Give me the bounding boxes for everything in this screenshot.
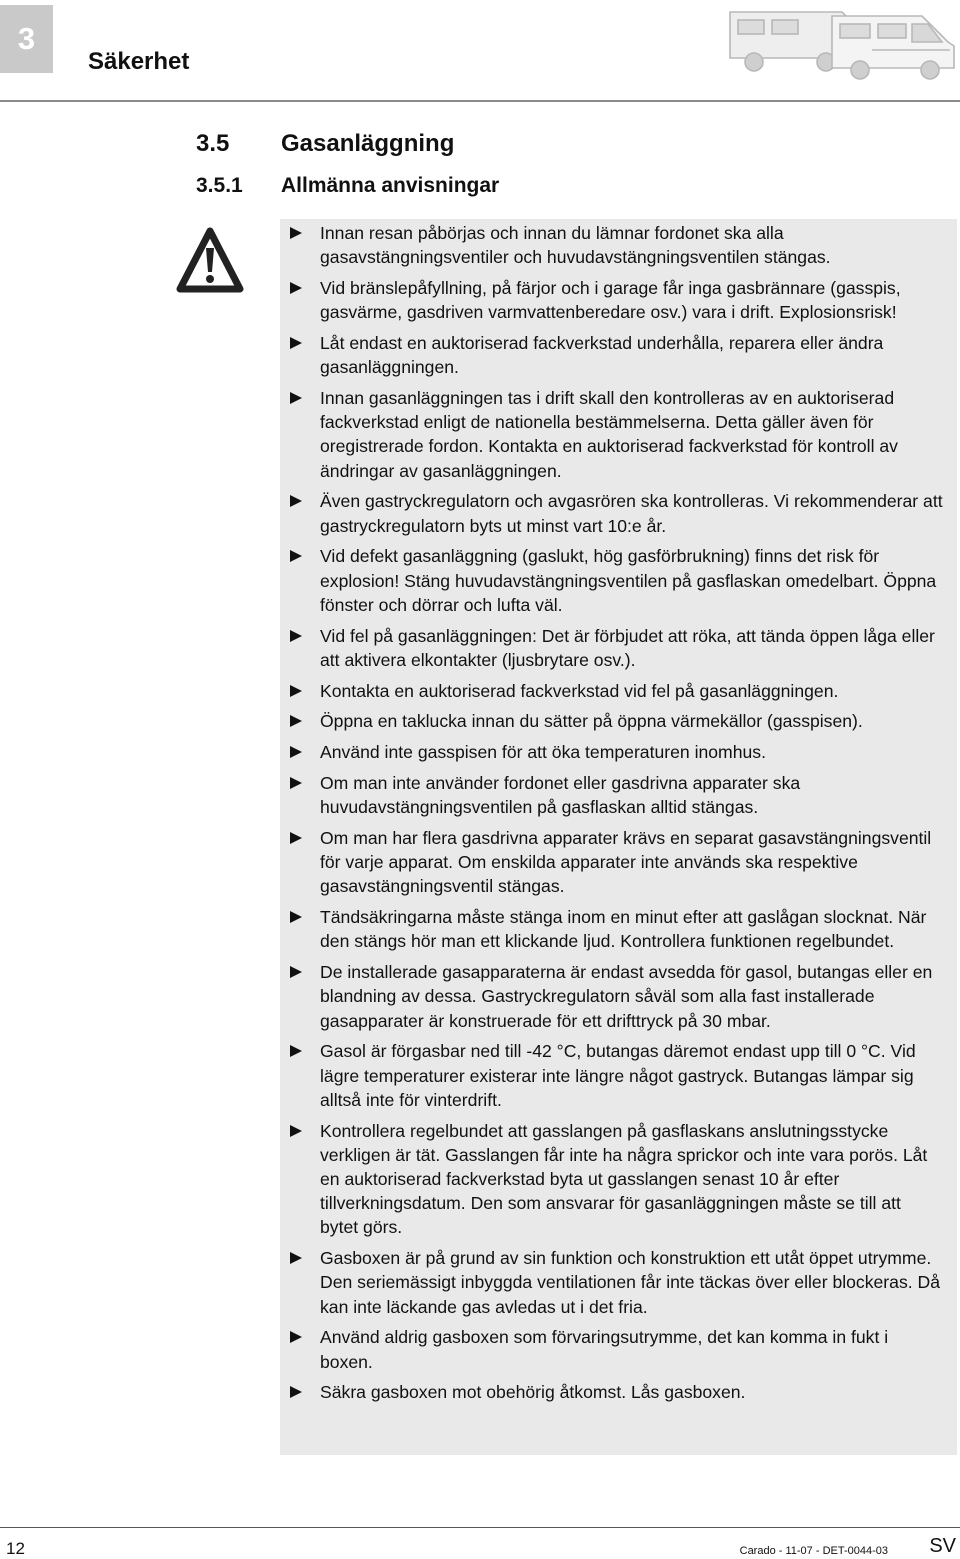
bullet-arrow-icon: [290, 1252, 302, 1264]
list-item: [290, 624, 943, 672]
list-item: [290, 1119, 943, 1240]
list-item: [290, 826, 943, 899]
list-item: [290, 740, 943, 764]
list-item: [290, 960, 943, 1033]
subsection-title: Allmänna anvisningar: [281, 174, 500, 197]
list-item-text: De installerade gasapparaterna är endast avsedda för gasol, butangas eller en blandning av dessa. Gastryckregulatorn såväl som alla fast installerade gasapparater är konstruerade för ett drifttryck på 30 mbar.: [320, 962, 933, 1031]
bullet-arrow-icon: [290, 392, 302, 404]
bullet-arrow-icon: [290, 282, 302, 294]
footer-divider: [0, 1527, 960, 1528]
page-number: 12: [6, 1539, 25, 1558]
list-item-text: Vid fel på gasanläggningen: Det är förbjudet att röka, att tända öppen låga eller att aktivera elkontakter (ljusbrytare osv.).: [320, 625, 935, 670]
list-item-text: Kontakta en auktoriserad fackverkstad vid fel på gasanläggningen.: [320, 680, 839, 701]
list-item: [290, 905, 943, 953]
list-item: [290, 1380, 943, 1404]
list-item-text: Vid bränslepåfyllning, på färjor och i garage får inga gasbrännare (gasspis, gasvärme, gasdriven varmvattenberedare osv.) vara i drift. Explosionsrisk!: [320, 278, 901, 323]
header-divider: [0, 100, 960, 102]
list-item-text: Öppna en taklucka innan du sätter på öppna värmekällor (gasspisen).: [320, 711, 863, 732]
bullet-arrow-icon: [290, 777, 302, 789]
bullet-arrow-icon: [290, 1125, 302, 1137]
motorhome-icon: [722, 2, 960, 82]
bullet-arrow-icon: [290, 495, 302, 507]
list-item-text: Vid defekt gasanläggning (gaslukt, hög gasförbrukning) finns det risk för explosion! Stäng huvudavstängningsventilen på gasflaskan omedelbart. Öppna fönster och dörrar och lufta väl.: [320, 546, 937, 615]
section-number: 3.5: [196, 130, 230, 157]
list-item-text: Använd aldrig gasboxen som förvaringsutrymme, det kan komma in fukt i boxen.: [320, 1327, 889, 1372]
list-item: [290, 709, 943, 733]
bullet-arrow-icon: [290, 1331, 302, 1343]
bullet-arrow-icon: [290, 966, 302, 978]
bullet-arrow-icon: [290, 337, 302, 349]
list-item: [290, 1246, 943, 1319]
list-item-text: Kontrollera regelbundet att gasslangen på gasflaskans anslutningsstycke verkligen är tät. Gasslangen får inte ha några sprickor och inte vara porös. Låt en auktoriserad fackverkstad byta ut gasslangen senast 10 år efter tillverkningsdatum. Den som ansvarar för gasanläggningen måste se till att bytet görs.: [320, 1120, 928, 1238]
list-item: [290, 221, 943, 269]
bullet-arrow-icon: [290, 685, 302, 697]
list-item-text: Använd inte gasspisen för att öka temperaturen inomhus.: [320, 742, 766, 763]
list-item-text: Tändsäkringarna måste stänga inom en minut efter att gaslågan slocknat. När den stängs hör man ett klickande ljud. Kontrollera funktionen regelbundet.: [320, 907, 927, 952]
list-item-text: Innan resan påbörjas och innan du lämnar fordonet ska alla gasavstängningsventiler och huvudavstängningsventilen stängas.: [320, 223, 831, 268]
chapter-title: Säkerhet: [88, 48, 190, 75]
bullet-arrow-icon: [290, 911, 302, 923]
list-item-text: Innan gasanläggningen tas i drift skall den kontrolleras av en auktoriserad fackverkstad enligt de nationella bestämmelserna. Detta gäller även för oregistrerade fordon. Kontakta en auktoriserad fackverkstad för kontroll av ändringar av gasanläggningen.: [320, 388, 898, 481]
list-item-text: Om man inte använder fordonet eller gasdrivna apparater ska huvudavstängningsventilen på gasflaskan alltid stängas.: [320, 773, 801, 818]
list-item: [290, 771, 943, 819]
list-item: [290, 544, 943, 617]
list-item: [290, 1325, 943, 1373]
bullet-arrow-icon: [290, 550, 302, 562]
chapter-number-box: [0, 5, 53, 73]
instruction-panel: [280, 219, 957, 1455]
bullet-arrow-icon: [290, 746, 302, 758]
warning-triangle-icon: [176, 226, 244, 296]
list-item-text: Även gastryckregulatorn och avgasrören ska kontrolleras. Vi rekommenderar att gastryckregulatorn byts ut minst vart 10:e år.: [320, 491, 943, 536]
bullet-arrow-icon: [290, 832, 302, 844]
list-item: [290, 489, 943, 537]
list-item-text: Gasol är förgasbar ned till -42 °C, butangas däremot endast upp till 0 °C. Vid lägre temperaturer existerar inte längre något gastryck. Butangas lämpar sig alltså inte för vinterdrift.: [320, 1041, 916, 1110]
language-code: SV: [929, 1535, 956, 1557]
bullet-arrow-icon: [290, 1386, 302, 1398]
list-item-text: Gasboxen är på grund av sin funktion och konstruktion ett utåt öppet utrymme. Den seriemässigt inbyggda ventilationen får inte täckas över eller blockeras. Då kan inte läckande gas avledas ut i det fria.: [320, 1248, 941, 1317]
bullet-arrow-icon: [290, 227, 302, 239]
bullet-arrow-icon: [290, 630, 302, 642]
bullet-arrow-icon: [290, 1045, 302, 1057]
list-item: [290, 679, 943, 703]
section-title: Gasanläggning: [281, 130, 455, 157]
list-item: [290, 276, 943, 324]
list-item: [290, 331, 943, 379]
list-item: [290, 1039, 943, 1112]
list-item: [290, 386, 943, 483]
list-item-text: Om man har flera gasdrivna apparater krävs en separat gasavstängningsventil för varje apparat. Om enskilda apparater inte används ska respektive gasavstängningsventil stängas.: [320, 828, 932, 897]
chapter-number: 3: [17, 21, 36, 56]
list-item-text: Låt endast en auktoriserad fackverkstad underhålla, reparera eller ändra gasanläggningen.: [320, 333, 884, 378]
instruction-list: [290, 221, 943, 1405]
document-id: Carado - 11-07 - DET-0044-03: [739, 1545, 888, 1557]
bullet-arrow-icon: [290, 715, 302, 727]
subsection-number: 3.5.1: [196, 174, 243, 197]
list-item-text: Säkra gasboxen mot obehörig åtkomst. Lås gasboxen.: [320, 1382, 746, 1403]
